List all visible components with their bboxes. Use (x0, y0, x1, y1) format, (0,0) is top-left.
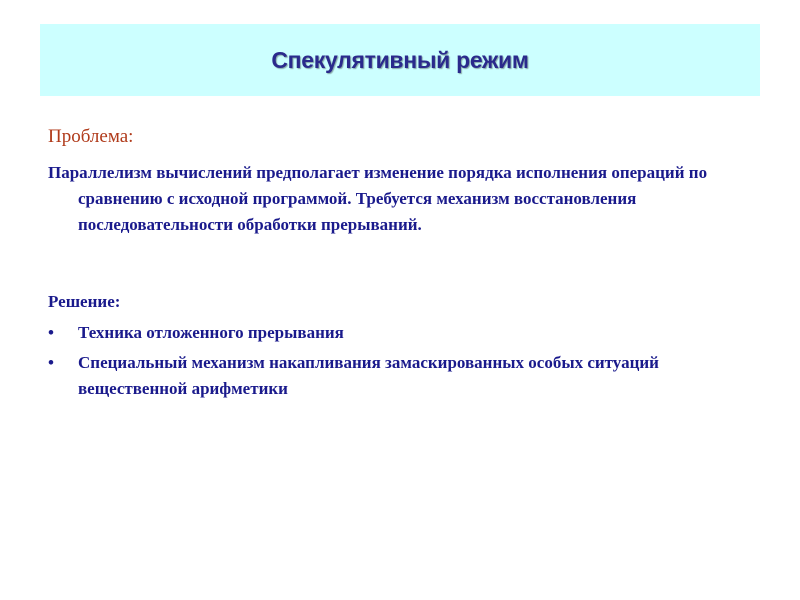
problem-text: Параллелизм вычислений предполагает изменение порядка исполнения операций по сравнению с исходной программой. Требуется механизм восстановления последовательности обработки прерываний. (48, 163, 708, 234)
solution-item (48, 350, 728, 402)
bullet-icon: • (48, 353, 54, 372)
solution-item (48, 320, 728, 346)
problem-heading: Проблема: (48, 126, 134, 147)
solution-list (48, 320, 728, 406)
solution-item-text: Техника отложенного прерывания (78, 323, 344, 342)
slide-title: Спекулятивный режим (271, 46, 529, 73)
title-banner (40, 24, 760, 96)
solution-item-text: Специальный механизм накапливания замаскированных особых ситуаций вещественной арифметики (78, 353, 659, 398)
solution-heading: Решение: (48, 292, 121, 311)
bullet-icon: • (48, 323, 54, 342)
